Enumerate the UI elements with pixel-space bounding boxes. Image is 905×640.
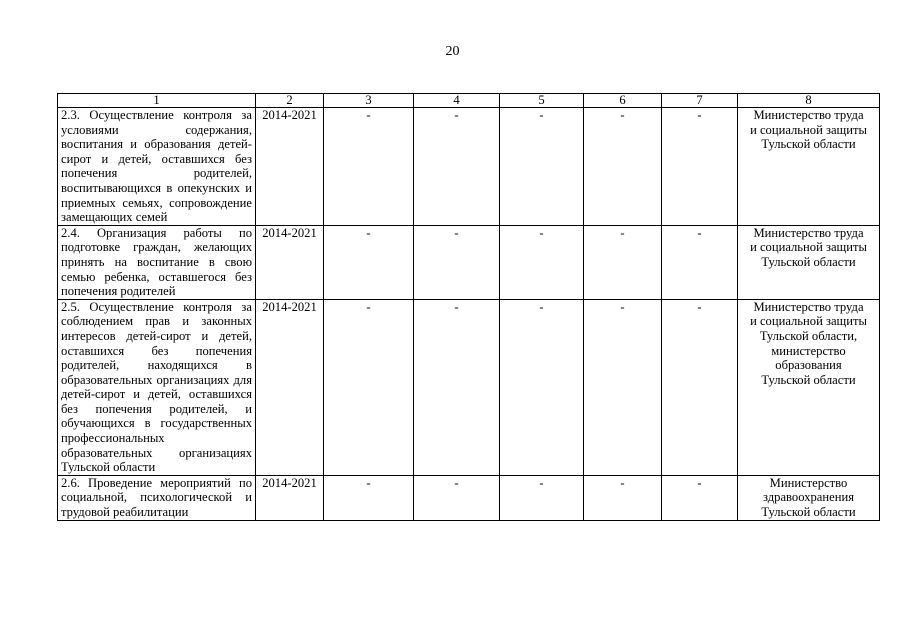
column-header: 5 (500, 94, 584, 108)
executor-cell: Министерство труда и социальной защиты Тульской области (738, 108, 880, 226)
value-cell: - (584, 225, 662, 299)
column-header: 1 (58, 94, 256, 108)
value-cell: - (500, 108, 584, 226)
value-cell: - (662, 108, 738, 226)
value-cell: - (584, 299, 662, 475)
column-header: 4 (414, 94, 500, 108)
period-cell: 2014-2021 (256, 108, 324, 226)
column-header: 6 (584, 94, 662, 108)
table-row (58, 225, 880, 299)
executor-cell: Министерство труда и социальной защиты Тульской области (738, 225, 880, 299)
period-cell: 2014-2021 (256, 225, 324, 299)
value-cell: - (584, 108, 662, 226)
value-cell: - (662, 299, 738, 475)
column-header: 2 (256, 94, 324, 108)
value-cell: - (500, 475, 584, 520)
value-cell: - (414, 225, 500, 299)
column-header: 7 (662, 94, 738, 108)
column-header: 3 (324, 94, 414, 108)
value-cell: - (584, 475, 662, 520)
period-cell: 2014-2021 (256, 299, 324, 475)
value-cell: - (324, 299, 414, 475)
executor-cell: Министерство здравоохранения Тульской области (738, 475, 880, 520)
value-cell: - (414, 475, 500, 520)
value-cell: - (500, 299, 584, 475)
value-cell: - (662, 475, 738, 520)
activity-name-cell: 2.5. Осуществление контроля за соблюдением прав и законных интересов детей-сирот и детей, оставшихся без попечения родителей, находящихся в образовательных организациях для детей-сирот и детей, оставшихся без попечения родителей, и обучающихся в государственных профессиональных образовательных организациях Тульской области (58, 299, 256, 475)
value-cell: - (414, 299, 500, 475)
activity-name-cell: 2.4. Организация работы по подготовке граждан, желающих принять на воспитание в свою семью ребенка, оставшегося без попечения родителей (58, 225, 256, 299)
table-header-row (58, 94, 880, 108)
page-number: 20 (445, 44, 460, 59)
table-row (58, 475, 880, 520)
value-cell: - (324, 475, 414, 520)
value-cell: - (662, 225, 738, 299)
value-cell: - (414, 108, 500, 226)
program-activities-table (57, 93, 880, 521)
value-cell: - (324, 225, 414, 299)
activity-name-cell: 2.3. Осуществление контроля за условиями содержания, воспитания и образования детей-сирот и детей, оставшихся без попечения родителей, воспитывающихся в опекунских и приемных семьях, сопровождение замещающих семей (58, 108, 256, 226)
value-cell: - (324, 108, 414, 226)
activity-name-cell: 2.6. Проведение мероприятий по социальной, психологической и трудовой реабилитации (58, 475, 256, 520)
table-row (58, 108, 880, 226)
period-cell: 2014-2021 (256, 475, 324, 520)
column-header: 8 (738, 94, 880, 108)
value-cell: - (500, 225, 584, 299)
table-row (58, 299, 880, 475)
executor-cell: Министерство труда и социальной защиты Тульской области, министерство образования Тульской области (738, 299, 880, 475)
